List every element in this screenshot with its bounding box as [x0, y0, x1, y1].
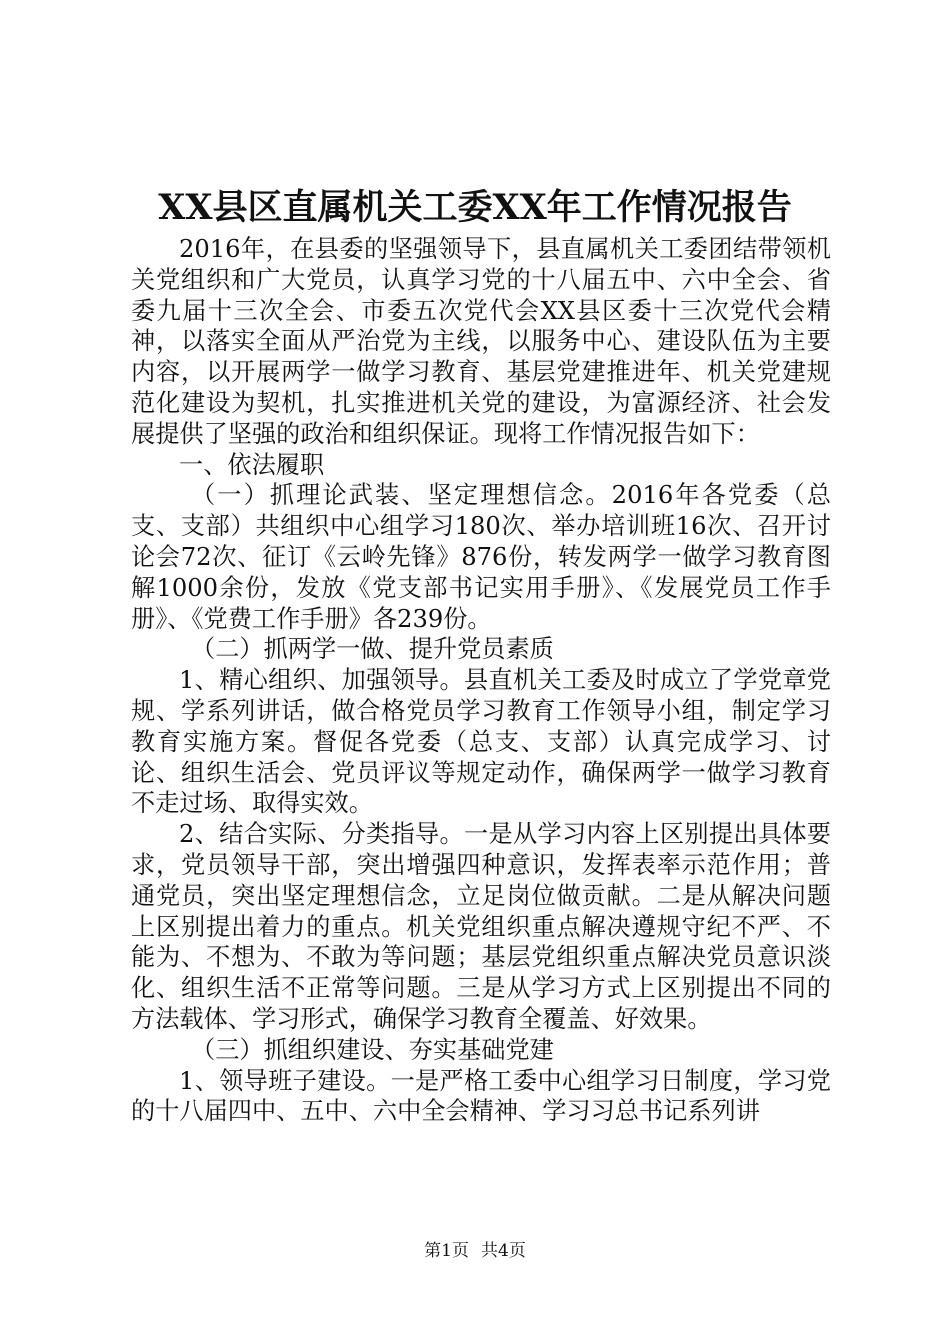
page-footer [0, 1239, 950, 1263]
paragraph-organize: 1、精心组织、加强领导。县直机关工委及时成立了学党章党规、学系列讲话，做合格党员学习教育工作领导小组，制定学习教育实施方案。督促各党委（总支、支部）认真完成学习、讨论、组织生活会、党员评议等规定动作，确保两学一做学习教育不走过场、取得实效。 [131, 666, 831, 818]
section-heading-1: 一、依法履职 [179, 450, 325, 479]
document-title: XX县区直属机关工委XX年工作情况报告 [158, 187, 792, 228]
paragraph-intro: 2016年，在县委的坚强领导下，县直属机关工委团结带领机关党组织和广大党员，认真学习党的十八届五中、六中全会、省委九届十三次全会、市委五次党代会XX县区委十三次党代会精神，以落实全面从严治党为主线，以服务中心、建设队伍为主要内容，以开展两学一做学习教育、基层党建推进年、机关党建规范化建设为契机，扎实推进机关党的建设，为富源经济、社会发展提供了坚强的政治和组织保证。现将工作情况报告如下： [131, 235, 831, 448]
subsection-heading-2: （二）抓两学一做、提升党员素质 [191, 635, 554, 664]
paragraph-theory: （一）抓理论武装、坚定理想信念。2016年各党委（总支、支部）共组织中心组学习180次、举办培训班16次、召开讨论会72次、征订《云岭先锋》876份，转发两学一做学习教育图解1000余份，发放《党支部书记实用手册》、《发展党员工作手册》、《党费工作手册》各239份。 [131, 481, 831, 633]
subsection-heading-3: （三）抓组织建设、夯实基础党建 [191, 1035, 554, 1064]
page-total: 共4页 [481, 1241, 526, 1261]
document-body [131, 234, 831, 1127]
paragraph-guidance: 2、结合实际、分类指导。一是从学习内容上区别提出具体要求，党员领导干部，突出增强四种意识，发挥表率示范作用；普通党员，突出坚定理想信念，立足岗位做贡献。二是从解决问题上区别提出着力的重点。机关党组织重点解决遵规守纪不严、不能为、不想为、不敢为等问题；基层党组织重点解决党员意识淡化、组织生活不正常等问题。三是从学习方式上区别提出不同的方法载体、学习形式，确保学习教育全覆盖、好效果。 [131, 820, 831, 1033]
paragraph-leadership: 1、领导班子建设。一是严格工委中心组学习日制度，学习党的十八届四中、五中、六中全会精神、学习习总书记系列讲 [131, 1066, 831, 1126]
page-number: 第1页 [424, 1241, 469, 1261]
